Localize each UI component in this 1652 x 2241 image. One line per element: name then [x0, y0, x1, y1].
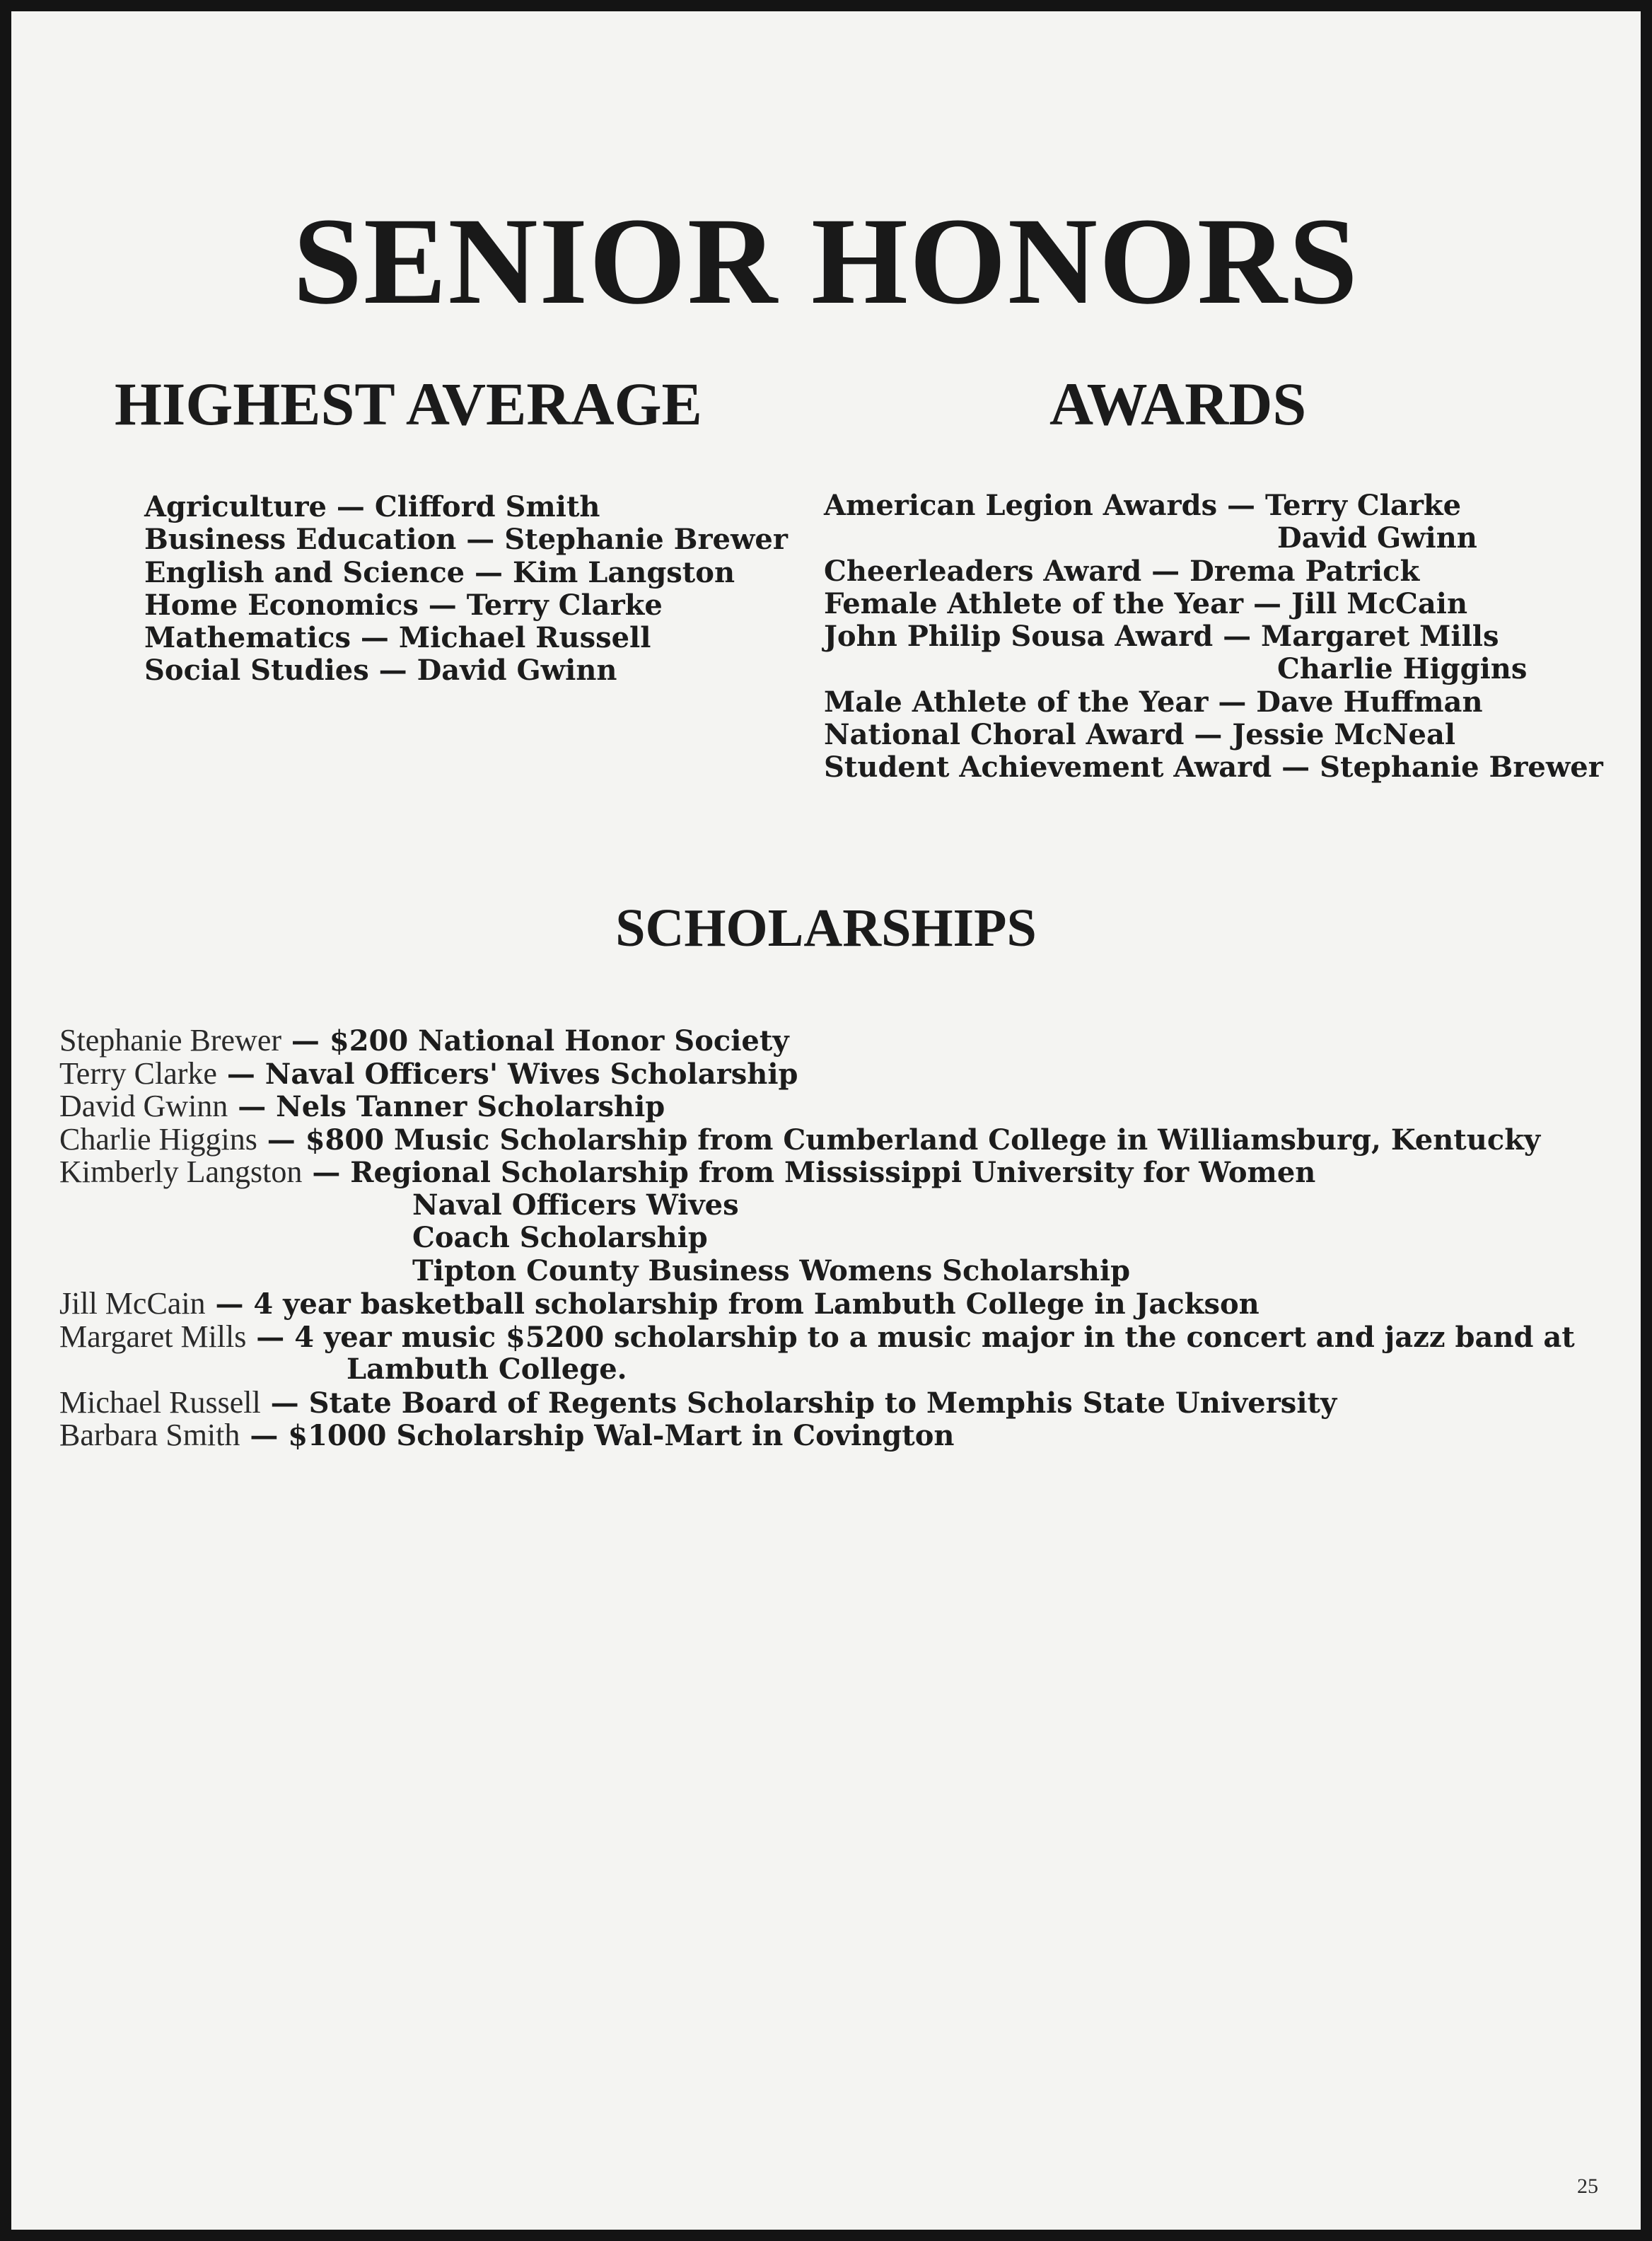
scholarship-continuation: Naval Officers Wives: [412, 1188, 739, 1222]
award-name: Stephanie Brewer: [1320, 751, 1603, 784]
award-label: John Philip Sousa Award —: [824, 620, 1262, 654]
award-label: Student Achievement Award —: [824, 751, 1320, 784]
scholarship-row: Jill McCain — 4 year basketball scholarship from Lambuth College in Jackson: [59, 1286, 1260, 1321]
scholarship-recipient: Margaret Mills: [59, 1319, 247, 1354]
scholarship-row: Barbara Smith — $1000 Scholarship Wal-Mart in Covington: [59, 1418, 955, 1452]
scholarship-row: Stephanie Brewer — $200 National Honor Society: [59, 1023, 789, 1058]
scholarship-description: $800 Music Scholarship from Cumberland College in Williamsburg, Kentucky: [305, 1123, 1541, 1157]
scholarship-continuation: Lambuth College.: [347, 1353, 627, 1386]
award-label: Male Athlete of the Year —: [824, 685, 1257, 719]
scholarship-description: State Board of Regents Scholarship to Memphis State University: [308, 1386, 1337, 1420]
award-name: Drema Patrick: [1189, 554, 1420, 588]
list-item: [824, 751, 1603, 784]
scholarship-description: 4 year basketball scholarship from Lambuth College in Jackson: [253, 1287, 1260, 1321]
scholarship-description: Naval Officers' Wives Scholarship: [264, 1057, 798, 1091]
scholarship-description: 4 year music $5200 scholarship to a music major in the concert and jazz band at: [294, 1320, 1575, 1354]
list-item: [824, 620, 1603, 653]
award-name: David Gwinn: [1277, 521, 1477, 555]
award-name: Dave Huffman: [1256, 685, 1483, 719]
award-name: Jill McCain: [1291, 586, 1468, 620]
scholarship-recipient: David Gwinn: [59, 1089, 228, 1123]
list-item: Agriculture — Clifford Smith: [144, 490, 600, 523]
highest-average-list: [144, 491, 788, 688]
highest-average-heading: HIGHEST AVERAGE: [115, 370, 702, 438]
scholarship-recipient: Stephanie Brewer: [59, 1023, 281, 1058]
awards-list: [824, 490, 1603, 784]
scholarship-recipient: Jill McCain: [59, 1286, 206, 1321]
scholarships-list: [59, 1024, 1575, 1452]
scholarship-recipient: Terry Clarke: [59, 1055, 217, 1091]
award-label: Cheerleaders Award —: [824, 554, 1190, 588]
list-item: [824, 555, 1603, 588]
scholarship-row: Charlie Higgins — $800 Music Scholarship from Cumberland College in Williamsburg, Kentucky: [59, 1121, 1541, 1157]
list-item: [824, 490, 1603, 522]
list-item: [824, 522, 1603, 555]
list-item: Home Economics — Terry Clarke: [144, 588, 663, 622]
scholarship-row: Margaret Mills — 4 year music $5200 scholarship to a music major in the concert and jazz band at: [59, 1319, 1575, 1354]
scholarship-row: Terry Clarke — Naval Officers' Wives Scholarship: [59, 1055, 798, 1091]
award-label: Female Athlete of the Year —: [824, 586, 1291, 620]
page-number: 25: [1577, 2175, 1598, 2198]
scholarship-description: Nels Tanner Scholarship: [276, 1090, 665, 1123]
page-title: SENIOR HONORS: [293, 192, 1359, 330]
scholarship-continuation: Tipton County Business Womens Scholarship: [412, 1253, 1131, 1287]
awards-heading: AWARDS: [1049, 370, 1307, 438]
list-item: Business Education — Stephanie Brewer: [144, 523, 788, 557]
list-item: [824, 686, 1603, 719]
list-item: [824, 588, 1603, 620]
list-item: English and Science — Kim Langston: [144, 555, 735, 589]
award-name: Margaret Mills: [1261, 620, 1499, 654]
list-item: Social Studies — David Gwinn: [144, 654, 617, 688]
award-name: Jessie McNeal: [1232, 718, 1456, 752]
award-label: American Legion Awards —: [824, 489, 1265, 522]
scholarship-recipient: Charlie Higgins: [59, 1121, 257, 1157]
scholarship-description: $1000 Scholarship Wal-Mart in Covington: [288, 1419, 955, 1452]
scholarship-row: David Gwinn — Nels Tanner Scholarship: [59, 1089, 665, 1123]
scholarship-row: Kimberly Langston — Regional Scholarship from Mississippi University for Women: [59, 1154, 1316, 1189]
award-name: Charlie Higgins: [1277, 652, 1528, 686]
award-name: Terry Clarke: [1264, 489, 1462, 522]
scholarship-recipient: Kimberly Langston: [59, 1154, 303, 1189]
scholarship-continuation: Coach Scholarship: [412, 1221, 708, 1254]
scholarship-description: $200 National Honor Society: [329, 1024, 789, 1058]
scholarship-recipient: Michael Russell: [59, 1384, 261, 1420]
scholarships-heading: SCHOLARSHIPS: [615, 898, 1037, 958]
list-item: [824, 653, 1603, 685]
scholarship-description: Regional Scholarship from Mississippi University for Women: [350, 1156, 1316, 1189]
list-item: [824, 719, 1603, 751]
scholarship-row: Michael Russell — State Board of Regents Scholarship to Memphis State University: [59, 1384, 1337, 1420]
scholarship-recipient: Barbara Smith: [59, 1418, 240, 1452]
list-item: Mathematics — Michael Russell: [144, 621, 651, 655]
award-label: National Choral Award —: [824, 718, 1233, 752]
